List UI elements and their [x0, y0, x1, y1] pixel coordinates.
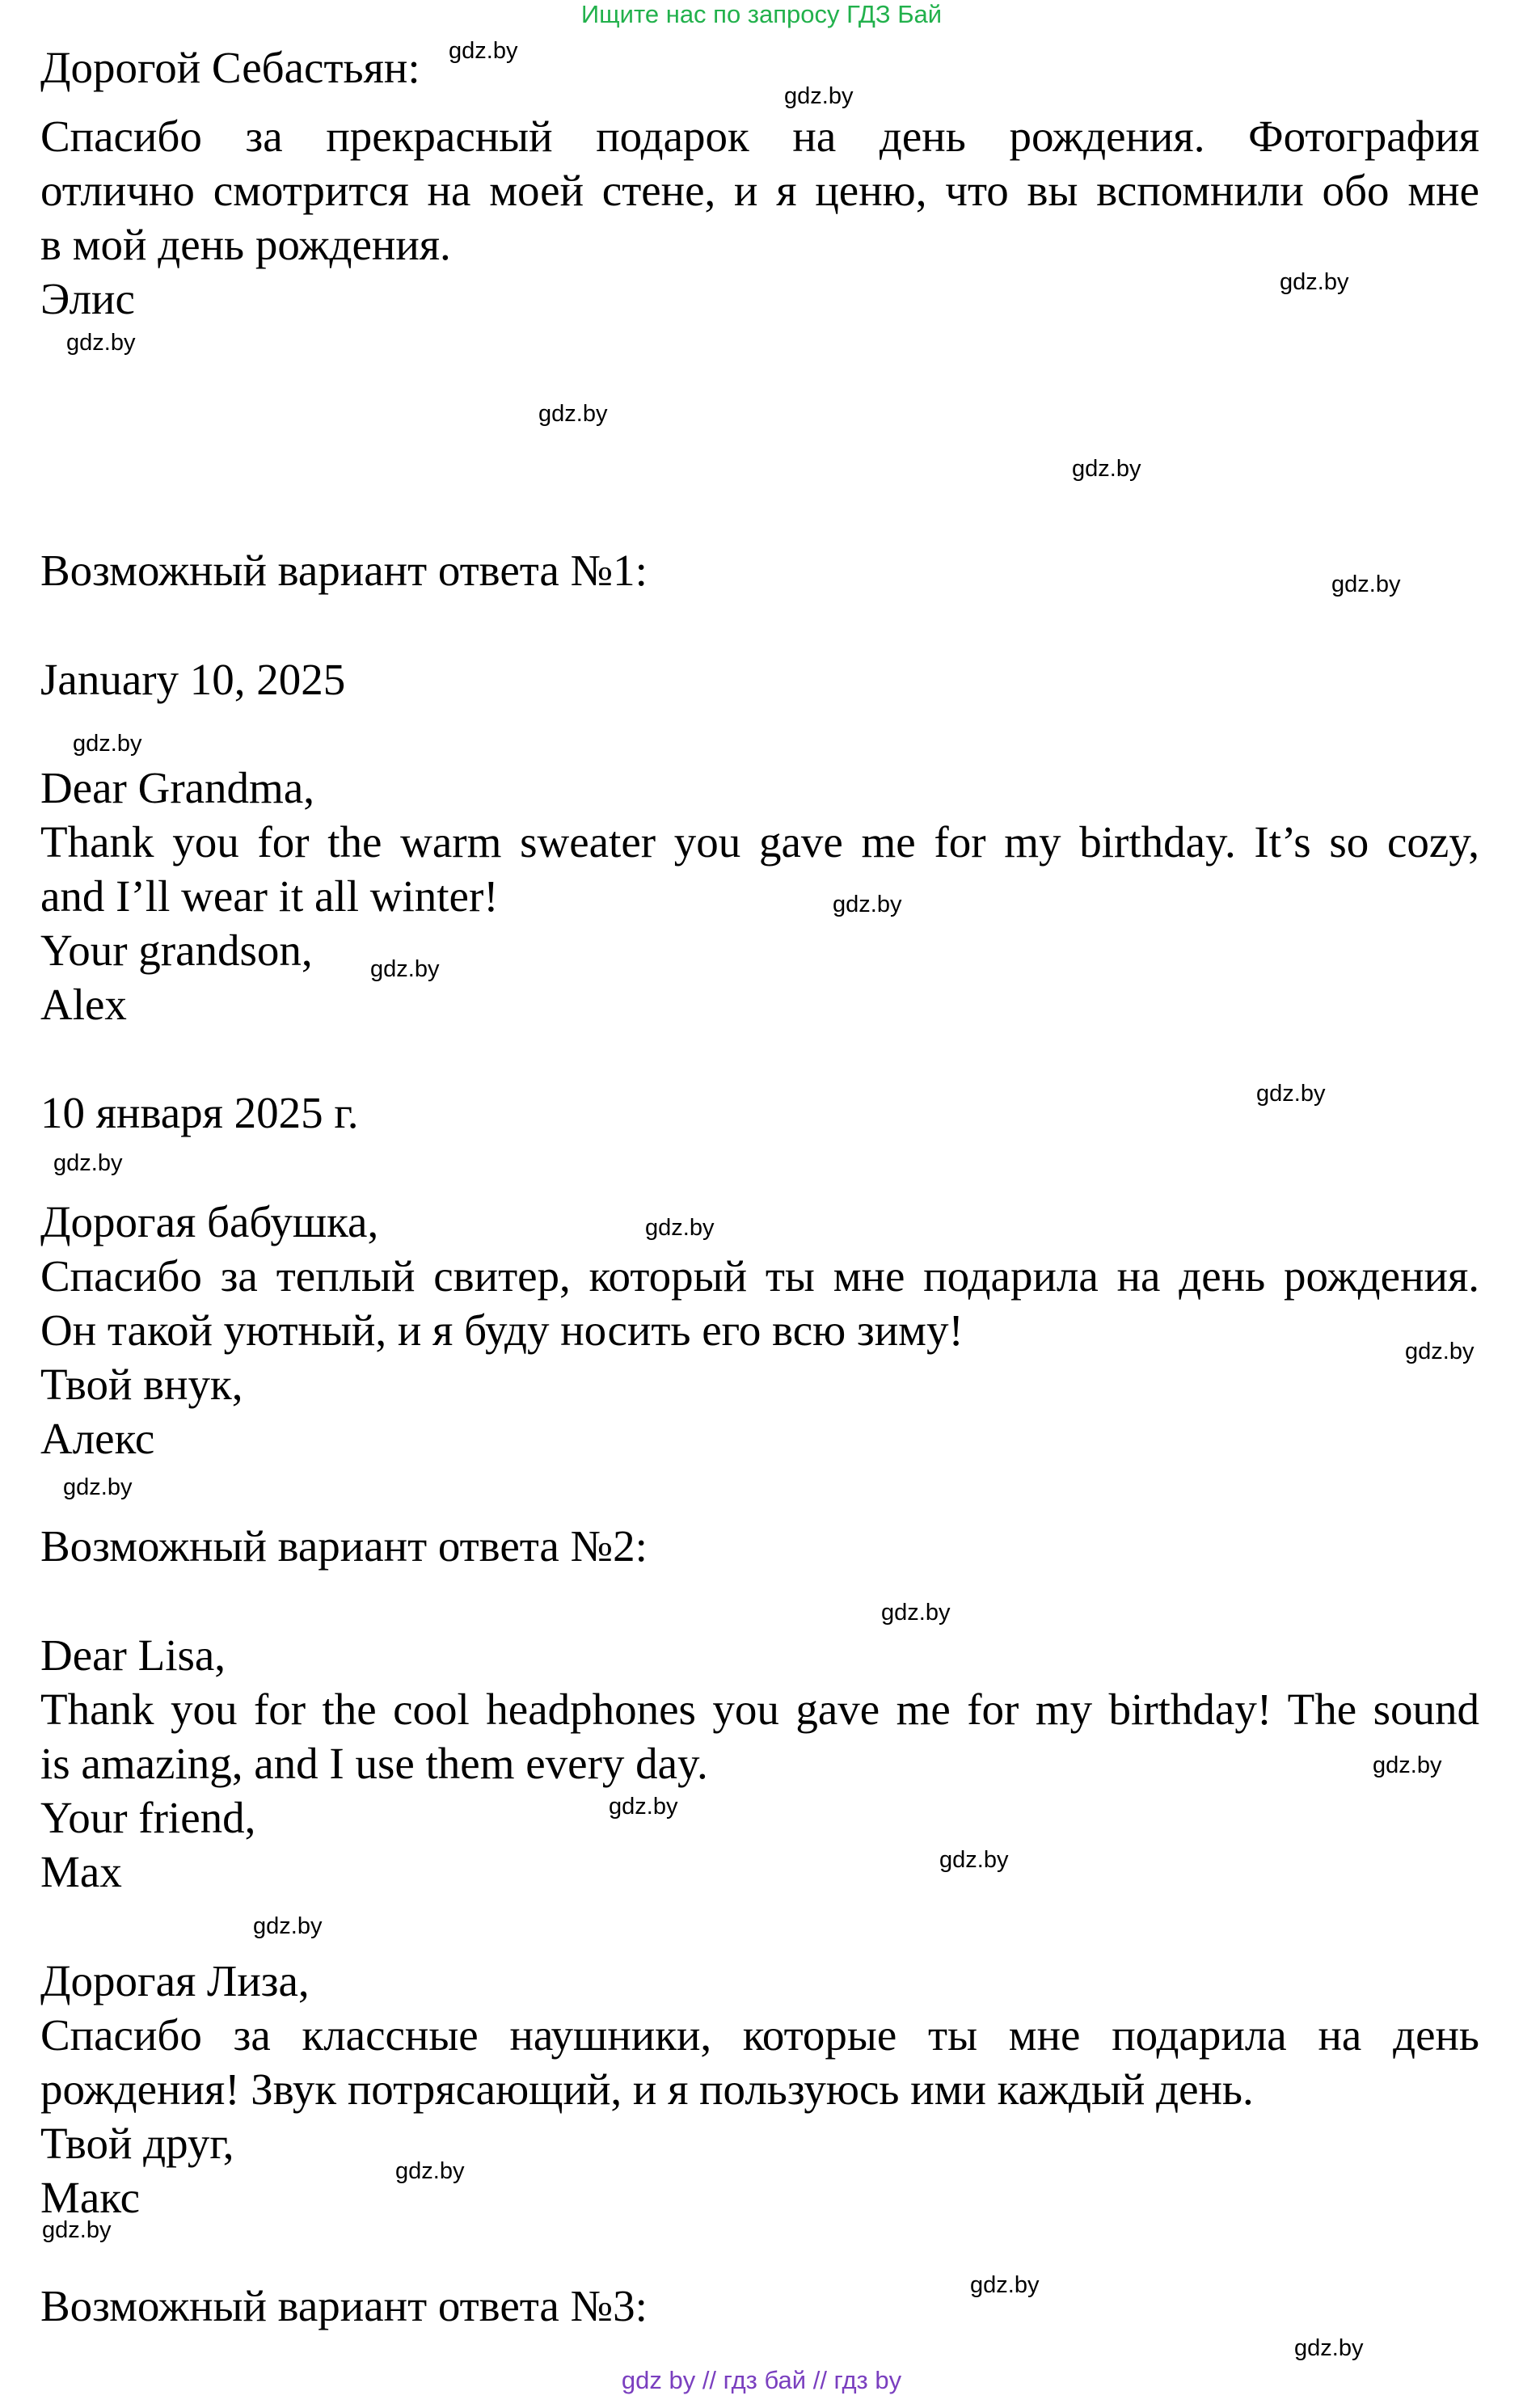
letter-closing: Твой друг,: [40, 2119, 234, 2168]
letter-closing: Твой внук,: [40, 1360, 243, 1409]
letter-closing: Your grandson,: [40, 926, 313, 975]
letter-greeting: Dear Lisa,: [40, 1630, 226, 1680]
letter-body-line: Спасибо за прекрасный подарок на день рождения. Фотография: [40, 112, 1479, 161]
watermark: gdz.by: [939, 1847, 1009, 1873]
watermark: gdz.by: [881, 1600, 951, 1626]
letter-greeting: Дорогой Себастьян:: [40, 43, 420, 92]
watermark: gdz.by: [1294, 2335, 1364, 2361]
letter-body-line: Спасибо за классные наушники, которые ты мне подарила на день: [40, 2010, 1479, 2060]
letter-signature: Alex: [40, 980, 127, 1029]
watermark: gdz.by: [970, 2272, 1040, 2298]
watermark: gdz.by: [833, 892, 902, 917]
watermark: gdz.by: [53, 1150, 123, 1176]
footer-links: gdz by // гдз бай // гдз by: [621, 2366, 902, 2394]
letter-body-line: Спасибо за теплый свитер, который ты мне подарила на день рождения.: [40, 1251, 1479, 1301]
watermark: gdz.by: [609, 1794, 678, 1820]
letter-body-line: is amazing, and I use them every day.: [40, 1739, 708, 1788]
watermark: gdz.by: [370, 956, 440, 982]
letter-signature: Max: [40, 1847, 122, 1896]
watermark: gdz.by: [395, 2158, 465, 2184]
watermark: gdz.by: [538, 401, 608, 427]
watermark: gdz.by: [253, 1913, 323, 1939]
letter-greeting: Dear Grandma,: [40, 763, 314, 812]
watermark: gdz.by: [1072, 456, 1141, 482]
letter-date: January 10, 2025: [40, 655, 346, 704]
watermark: gdz.by: [1373, 1752, 1442, 1778]
letter-body-line: Thank you for the cool headphones you gave me for my birthday! The sound: [40, 1685, 1479, 1734]
watermark: gdz.by: [66, 330, 136, 356]
watermark: gdz.by: [63, 1474, 133, 1500]
letter-body-line: отлично смотрится на моей стене, и я ценю, что вы вспомнили обо мне: [40, 166, 1479, 215]
letter-signature: Макс: [40, 2173, 141, 2222]
letter-body-line: Он такой уютный, и я буду носить его всю зиму!: [40, 1305, 964, 1355]
watermark: gdz.by: [1280, 269, 1349, 295]
watermark: gdz.by: [73, 731, 142, 757]
watermark: gdz.by: [42, 2217, 112, 2243]
letter-closing: Your friend,: [40, 1793, 256, 1842]
watermark: gdz.by: [1331, 571, 1401, 597]
letter-greeting: Дорогая Лиза,: [40, 1956, 310, 2005]
section-heading: Возможный вариант ответа №2:: [40, 1521, 648, 1571]
section-heading: Возможный вариант ответа №1:: [40, 546, 648, 595]
watermark: gdz.by: [645, 1215, 715, 1241]
watermark: gdz.by: [1405, 1339, 1474, 1364]
letter-body-line: в мой день рождения.: [40, 220, 451, 269]
watermark: gdz.by: [784, 83, 854, 109]
watermark: gdz.by: [449, 38, 518, 64]
letter-date: 10 января 2025 г.: [40, 1088, 359, 1137]
letter-body-line: рождения! Звук потрясающий, и я пользуюсь ими каждый день.: [40, 2064, 1254, 2114]
letter-body-line: Thank you for the warm sweater you gave me for my birthday. It’s so cozy,: [40, 817, 1479, 867]
letter-greeting: Дорогая бабушка,: [40, 1197, 379, 1246]
letter-body-line: and I’ll wear it all winter!: [40, 871, 499, 921]
watermark: gdz.by: [1256, 1081, 1326, 1107]
letter-signature: Элис: [40, 274, 135, 323]
search-hint-header: Ищите нас по запросу ГДЗ Бай: [580, 0, 943, 28]
letter-signature: Алекс: [40, 1414, 155, 1463]
section-heading: Возможный вариант ответа №3:: [40, 2281, 648, 2330]
